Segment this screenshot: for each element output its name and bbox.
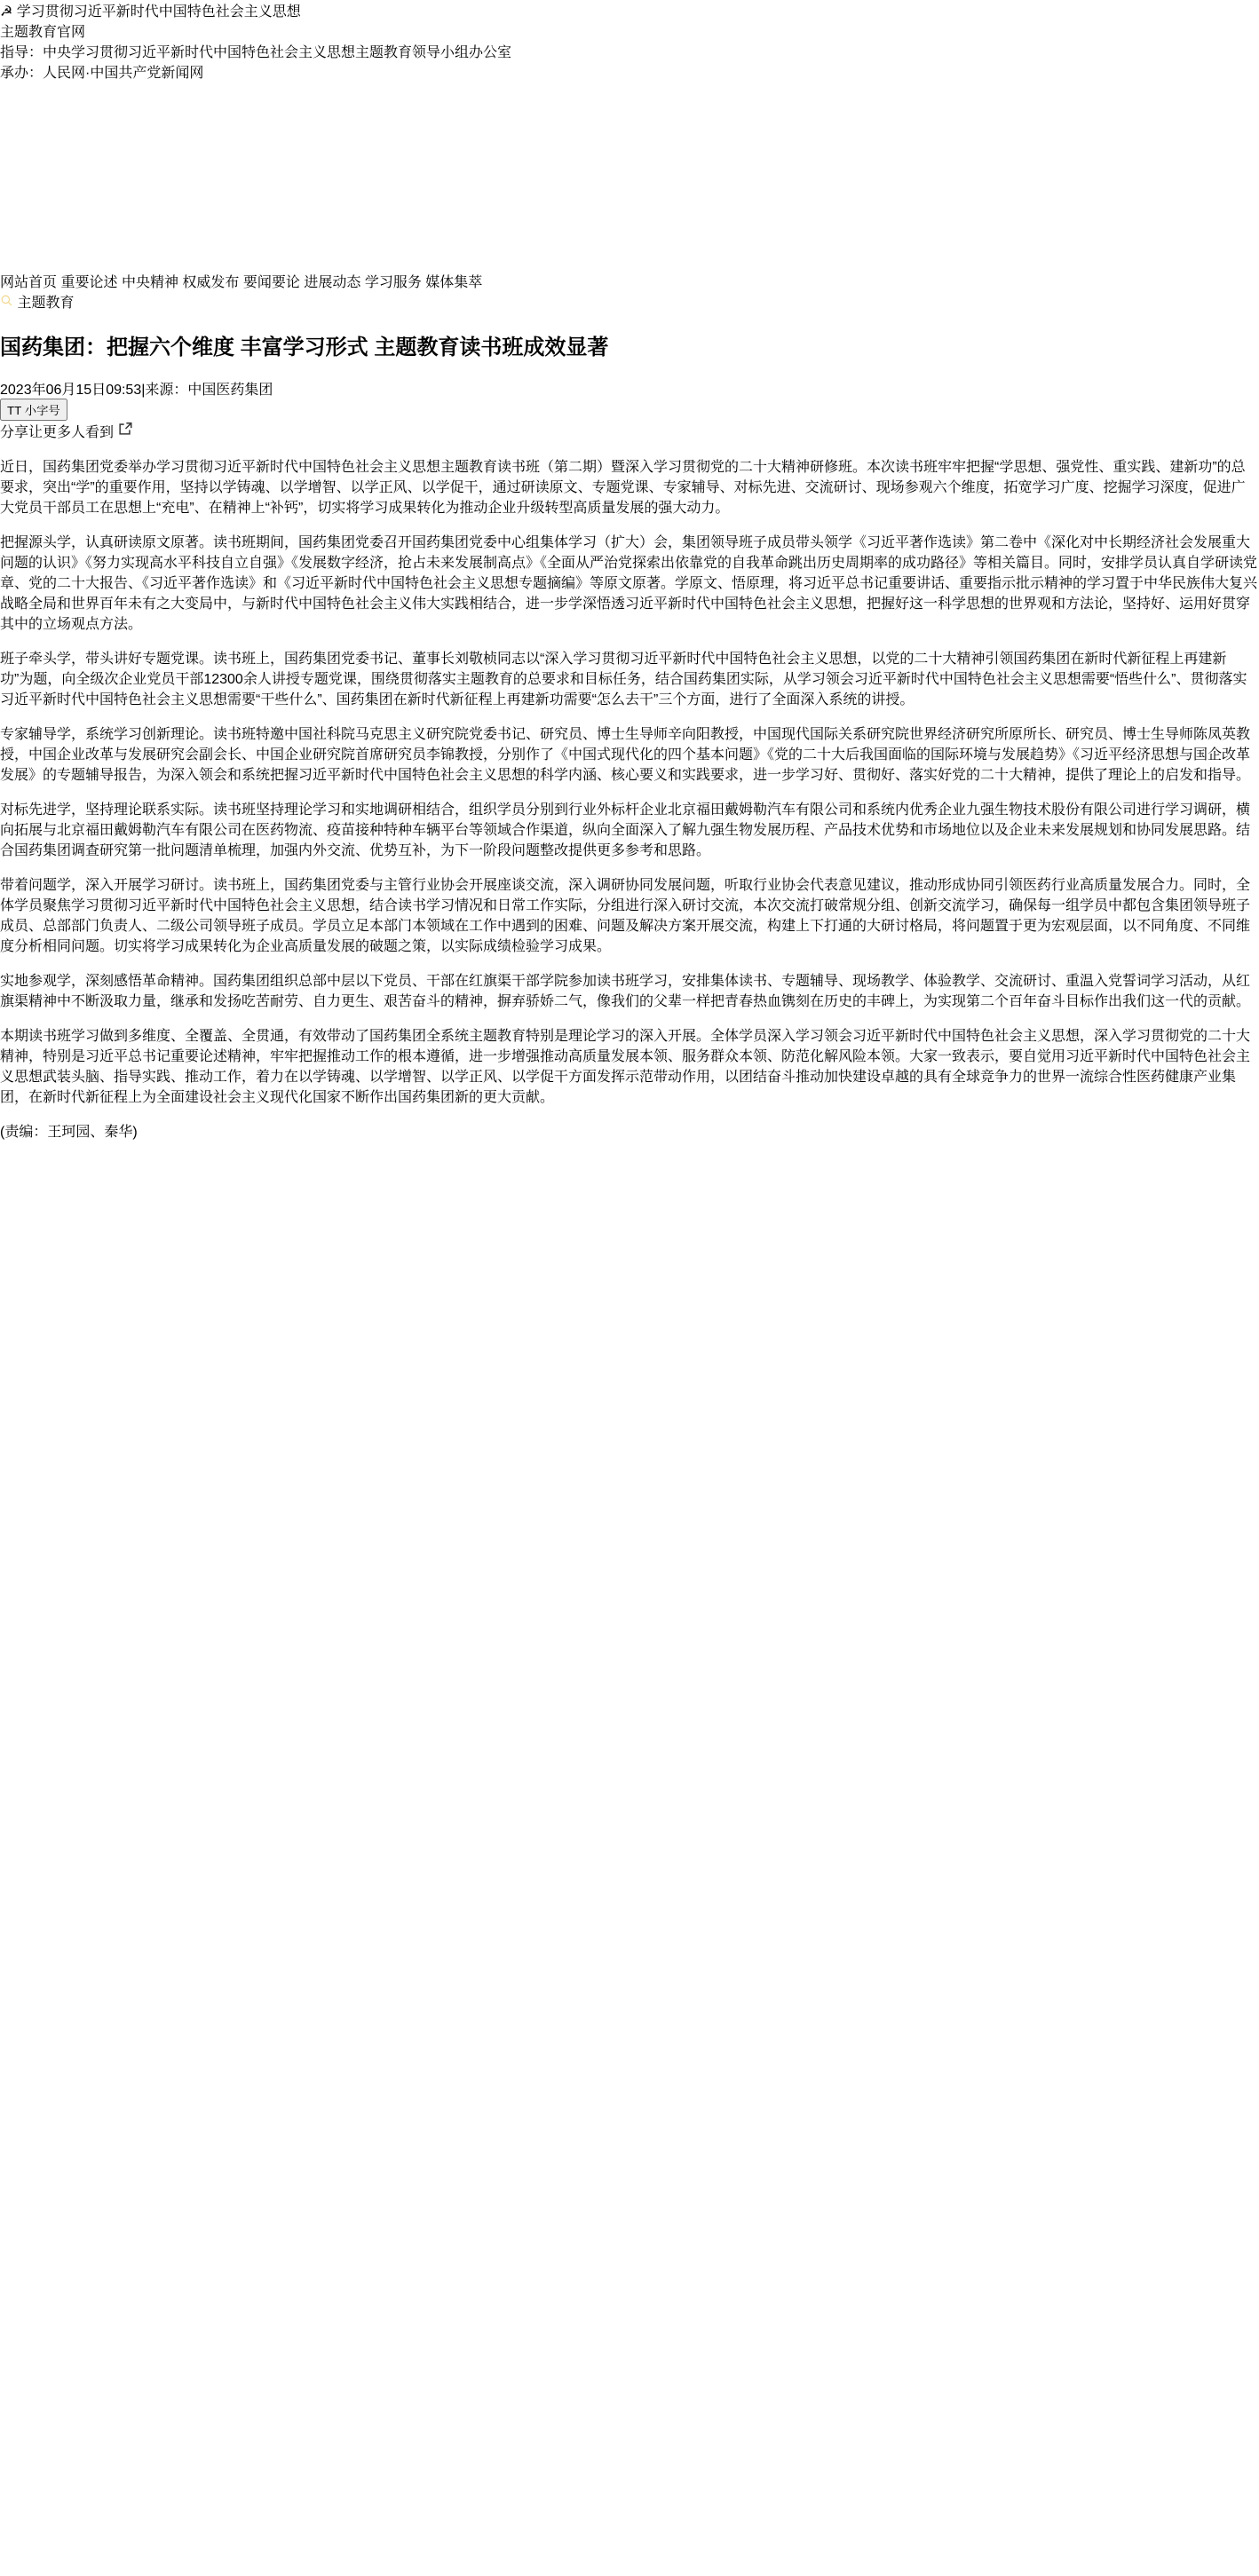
host-label: 承办： [0,66,44,81]
main-nav-inner [0,271,1259,312]
guide-line [0,41,1259,61]
nav-item-central-spirit[interactable]: 中央精神 [121,275,178,290]
party-emblem-icon: ☭ [0,4,13,20]
nav-item-progress[interactable]: 进展动态 [304,275,361,290]
paragraph: 把握源头学，认真研读原文原著。读书班期间，国药集团党委召开国药集团党委中心组集体学习（扩大）会，集团领导班子成员带头领学《习近平著作选读》第二卷中《深化对中长期经济社会发展重大问题的认识》《努力实现高水平科技自立自强》《发展数字经济，抢占未来发展制高点》《全面从严治党探索出依靠党的自我革命跳出历史周期率的成功路径》等相关篇目。同时，安排学员认真自学研读党章、党的二十大报告、《习近平著作选读》和《习近平新时代中国特色社会主义思想专题摘编》等原文原著。学原文、悟原理，将习近平总书记重要讲话、重要指示批示精神的学习置于中华民族伟大复兴战略全局和世界百年未有之大变局中，与新时代中国特色社会主义伟大实践相结合，进一步学深悟透习近平新时代中国特色社会主义思想，把握好这一科学思想的世界观和方法论，坚持好、运用好贯穿其中的立场观点方法。 [0,534,1258,632]
host-line [0,61,1259,82]
site-title-line2: 主题教育官网 [0,25,86,40]
paragraph: 对标先进学，坚持理论联系实际。读书班坚持理论学习和实地调研相结合，组织学员分别到行业外标杆企业北京福田戴姆勒汽车有限公司和系统内优秀企业九强生物技术股份有限公司进行学习调研，横向拓展与北京福田戴姆勒汽车有限公司在医药物流、疫苗接种特种车辆平台等领域合作渠道，纵向全面深入了解九强生物发展历程、产品技术优势和市场地位以及企业未来发展规划和协同发展思路。结合国药集团调查研究第一批问题清单梳理，加强内外交流、优势互补，为下一阶段问题整改提供更多参考和思路。 [0,802,1251,858]
site-title-line1: 学习贯彻习近平新时代中国特色社会主义思想 [16,4,301,20]
search-icon [0,294,13,307]
banner-title-row [0,0,1259,20]
publish-date: 2023年06月15日09:53 [0,382,142,398]
banner-host-lines [0,41,1259,82]
guide-label: 指导： [0,45,44,60]
host-text: 人民网·中国共产党新闻网 [43,66,204,81]
font-size-button[interactable] [0,399,67,421]
search-button[interactable] [0,291,1259,312]
nav-item-media-collection[interactable]: 媒体集萃 [425,275,483,290]
nav-item-important-discourse[interactable]: 重要论述 [60,275,118,290]
paragraph: 专家辅导学，系统学习创新理论。读书班特邀中国社科院马克思主义研究院党委书记、研究员、博士生导师辛向阳教授，中国现代国际关系研究院世界经济研究所原所长、研究员、博士生导师陈凤英教授，中国企业改革与发展研究会副会长、中国企业研究院首席研究员李锦教授，分别作了《中国式现代化的四个基本问题》《党的二十大后我国面临的国际环境与发展趋势》《习近平经济思想与国企改革发展》的专题辅导报告，为深入领会和系统把握习近平新时代中国特色社会主义思想的科学内涵、核心要义和实践要求，进一步学习好、贯彻好、落实好党的二十大精神，提供了理论上的启发和指导。 [0,726,1251,783]
external-link-icon [117,421,133,437]
nav-item-home[interactable]: 网站首页 [0,275,58,290]
meta-separator: | [141,382,146,398]
source-name[interactable]: 中国医药集团 [187,382,273,398]
share-label: 分享让更多人看到 [0,424,115,440]
paragraph: 实地参观学，深刻感悟革命精神。国药集团组织总部中层以下党员、干部在红旗渠干部学院参加读书班学习，安排集体读书、专题辅导、现场教学、体验教学、交流研讨、重温入党誓词学习活动，从红旗渠精神中不断汲取力量，继承和发扬吃苦耐劳、自力更生、艰苦奋斗的精神，摒弃骄娇二气，像我们的父辈一样把青春热血镌刻在历史的丰碑上，为实现第二个百年奋斗目标作出我们这一代的贡献。 [0,973,1251,1009]
editor-note: (责编：王珂园、秦华) [0,1124,138,1140]
site-banner [0,0,1259,271]
share-button[interactable] [0,421,1259,441]
article-body [0,455,1259,1106]
font-size-icon-small: T [14,403,22,417]
font-size-icon: T [7,403,15,417]
paragraph: 本期读书班学习做到多维度、全覆盖、全贯通，有效带动了国药集团全系统主题教育特别是理论学习的深入开展。全体学员深入学习领会习近平新时代中国特色社会主义思想，深入学习贯彻党的二十大精神，特别是习近平总书记重要论述精神，牢牢把握推动工作的根本遵循，进一步增强推动高质量发展本领、服务群众本领、防范化解风险本领。大家一致表示，要自觉用习近平新时代中国特色社会主义思想武装头脑、指导实践、推动工作，着力在以学铸魂、以学增智、以学正风、以学促干方面发挥示范带动作用，以团结奋斗推动加快建设卓越的具有全球竞争力的世界一流综合性医药健康产业集团，在新时代新征程上为全面建设社会主义现代化国家不断作出国药集团新的更大贡献。 [0,1028,1251,1105]
source-prefix: 来源： [145,382,188,398]
article-title: 国药集团：把握六个维度 丰富学习形式 主题教育读书班成效显著 [0,335,609,360]
paragraph: 近日，国药集团党委举办学习贯彻习近平新时代中国特色社会主义思想主题教育读书班（第二期）暨深入学习贯彻党的二十大精神研修班。本次读书班牢牢把握“学思想、强党性、重实践、建新功”的总要求，突出“学”的重要作用，坚持以学铸魂、以学增智、以学正风、以学促干，通过研读原文、专题党课、专家辅导、对标先进、交流研讨、现场参观六个维度，拓宽学习广度、挖掘学习深度，促进广大党员干部员工在思想上“充电”、在精神上“补钙”，切实将学习成果转化为推动企业升级转型高质量发展的强大动力。 [0,459,1246,516]
paragraph: 带着问题学，深入开展学习研讨。读书班上，国药集团党委与主管行业协会开展座谈交流，深入调研协同发展问题，听取行业协会代表意见建议，推动形成协同引领医药行业高质量发展合力。同时，全体学员聚焦学习贯彻习近平新时代中国特色社会主义思想，结合读书学习情况和日常工作实际，分组进行深入研讨交流，本次交流打破常规分组、创新交流学习，确保每一组学员中都包含集团领导班子成员、总部部门负责人、二级公司领导班子成员。学员立足本部门本领域在工作中遇到的困难、问题及解决方案开展交流，构建上下打通的大研讨格局，将问题置于更为宏观层面，以不同角度、不同维度分析相同问题。切实将学习成果转化为企业高质量发展的破题之策，以实际成绩检验学习成果。 [0,877,1251,954]
guide-text: 中央学习贯彻习近平新时代中国特色社会主义思想主题教育领导小组办公室 [43,45,512,60]
font-size-label: 小字号 [24,403,60,417]
nav-item-key-news[interactable]: 要闻要论 [242,275,300,290]
nav-item-authoritative-release[interactable]: 权威发布 [182,275,240,290]
article [0,329,1259,1141]
search-button-label: 主题教育 [17,296,75,311]
article-toolbar [0,399,1259,441]
main-nav [0,271,1259,312]
nav-items [0,271,1259,291]
article-meta [0,378,1259,399]
nav-item-study-service[interactable]: 学习服务 [364,275,422,290]
paragraph: 班子牵头学，带头讲好专题党课。读书班上，国药集团党委书记、董事长刘敬桢同志以“深入学习贯彻习近平新时代中国特色社会主义思想，以党的二十大精神引领国药集团在新时代新征程上再建新功”为题，向全级次企业党员干部12300余人讲授专题党课，围绕贯彻落实主题教育的总要求和目标任务，结合国药集团实际，从学习领会习近平新时代中国特色社会主义思想需要“悟些什么”、贯彻落实习近平新时代中国特色社会主义思想需要“干些什么”、国药集团在新时代新征程上再建新功需要“怎么去干”三个方面，进行了全面深入系统的讲授。 [0,651,1247,707]
